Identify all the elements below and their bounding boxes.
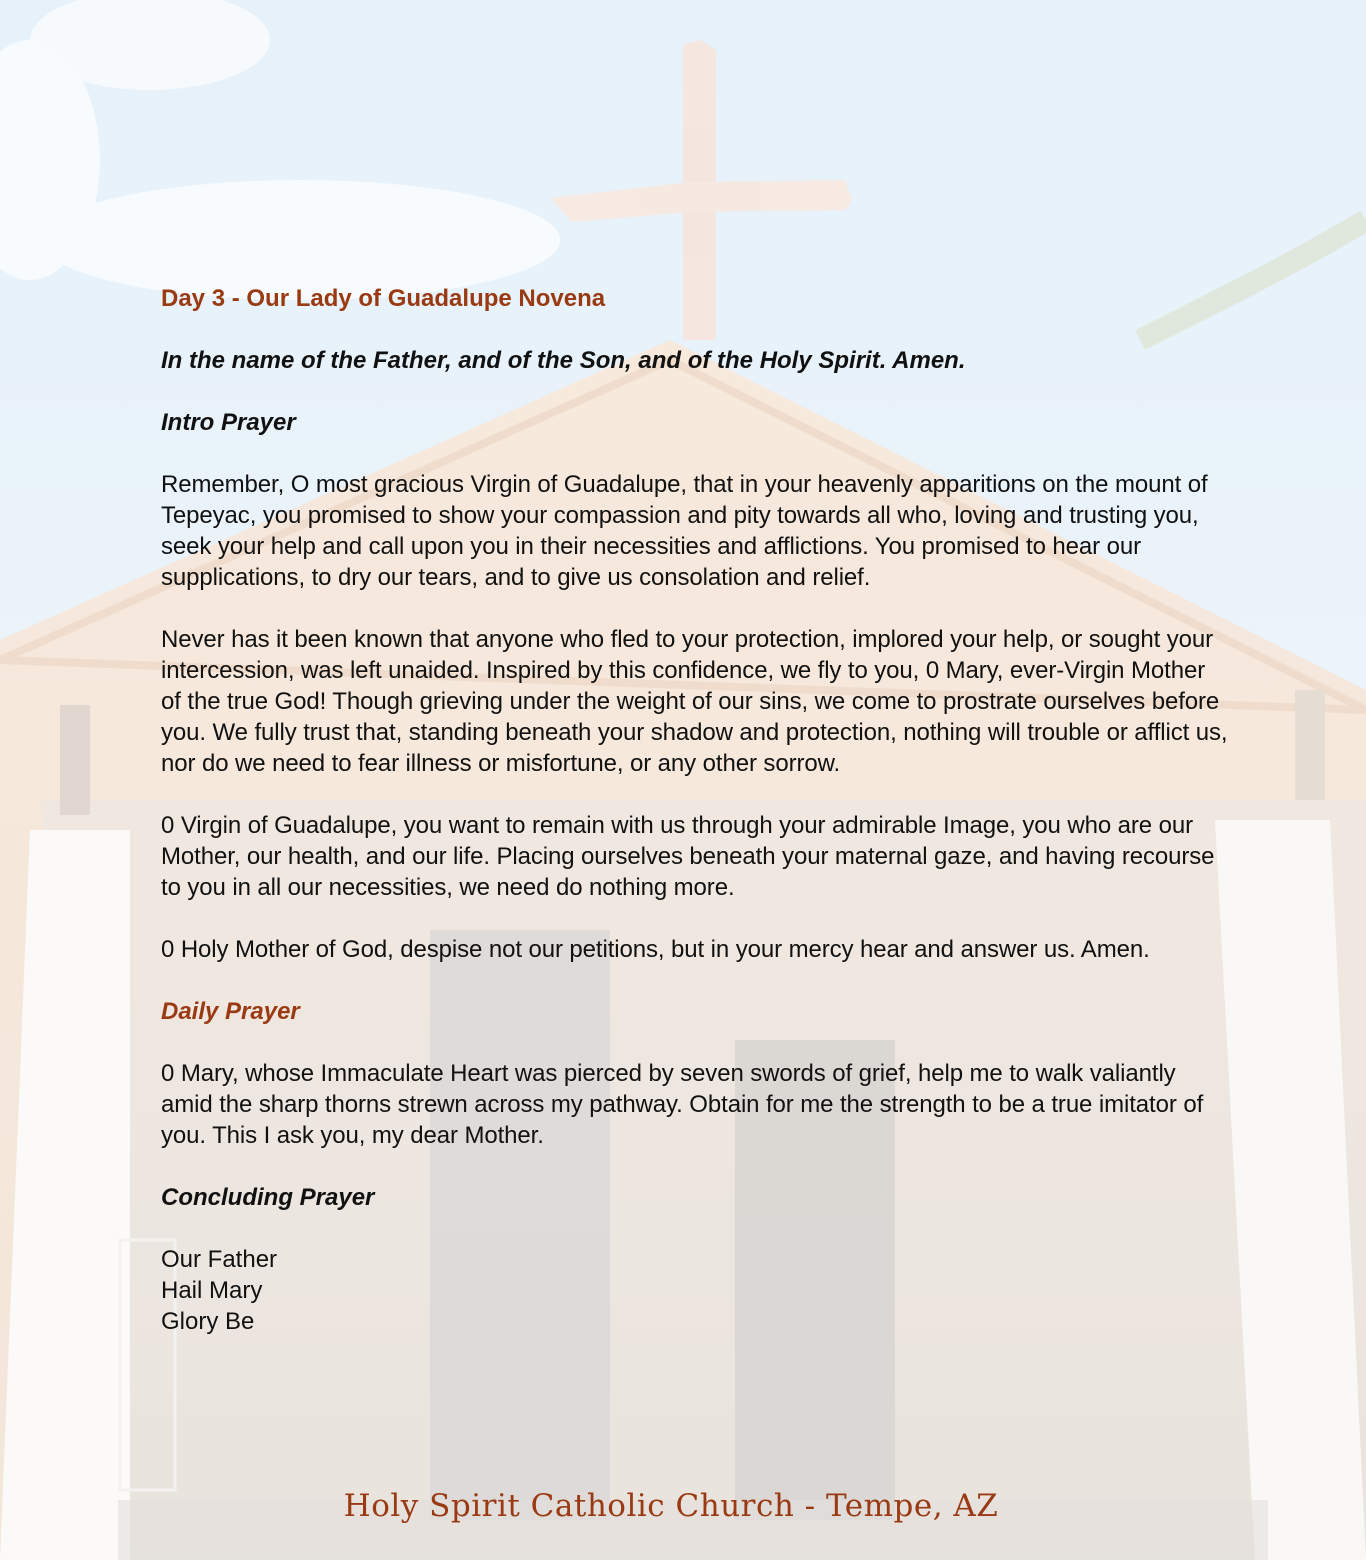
church-footer: Holy Spirit Catholic Church - Tempe, AZ (343, 1488, 999, 1524)
concluding-prayer-item: Hail Mary (161, 1277, 263, 1304)
concluding-prayer-heading: Concluding Prayer (161, 1184, 375, 1211)
opening-invocation: In the name of the Father, and of the Son, and of the Holy Spirit. Amen. (161, 347, 966, 374)
concluding-prayer-item: Glory Be (161, 1308, 255, 1335)
daily-prayer-heading: Daily Prayer (161, 998, 300, 1025)
intro-prayer-heading: Intro Prayer (161, 409, 296, 436)
intro-paragraph: Never has it been known that anyone who fled to your protection, implored your help, or sought your intercession, was left unaided. Inspired by this confidence, we fly to you, 0 Mary, ever-Virgin Mother of the true God! Though grieving under the weight of our sins, we come to prostrate ourselves before you. We fully trust that, standing beneath your shadow and protection, nothing will trouble or afflict us, nor do we need to fear illness or misfortune, or any other sorrow. (161, 626, 1228, 777)
concluding-prayer-item: Our Father (161, 1246, 278, 1273)
intro-paragraph: 0 Virgin of Guadalupe, you want to remain with us through your admirable Image, you who are our Mother, our health, and our life. Placing ourselves beneath your maternal gaze, and having recourse to you in all our necessities, we need do nothing more. (161, 812, 1215, 901)
novena-document (161, 283, 1231, 1337)
intro-paragraph: Remember, O most gracious Virgin of Guadalupe, that in your heavenly apparitions on the mount of Tepeyac, you promised to show your compassion and pity towards all who, loving and trusting you, seek your help and call upon you in their necessities and afflictions. You promised to hear our supplications, to dry our tears, and to give us consolation and relief. (161, 471, 1208, 591)
daily-prayer-text: 0 Mary, whose Immaculate Heart was pierced by seven swords of grief, help me to walk valiantly amid the sharp thorns strewn across my pathway. Obtain for me the strength to be a true imitator of you. This I ask you, my dear Mother. (161, 1060, 1204, 1149)
intro-paragraph: 0 Holy Mother of God, despise not our petitions, but in your mercy hear and answer us. Amen. (161, 936, 1150, 963)
document-title: Day 3 - Our Lady of Guadalupe Novena (161, 285, 606, 312)
